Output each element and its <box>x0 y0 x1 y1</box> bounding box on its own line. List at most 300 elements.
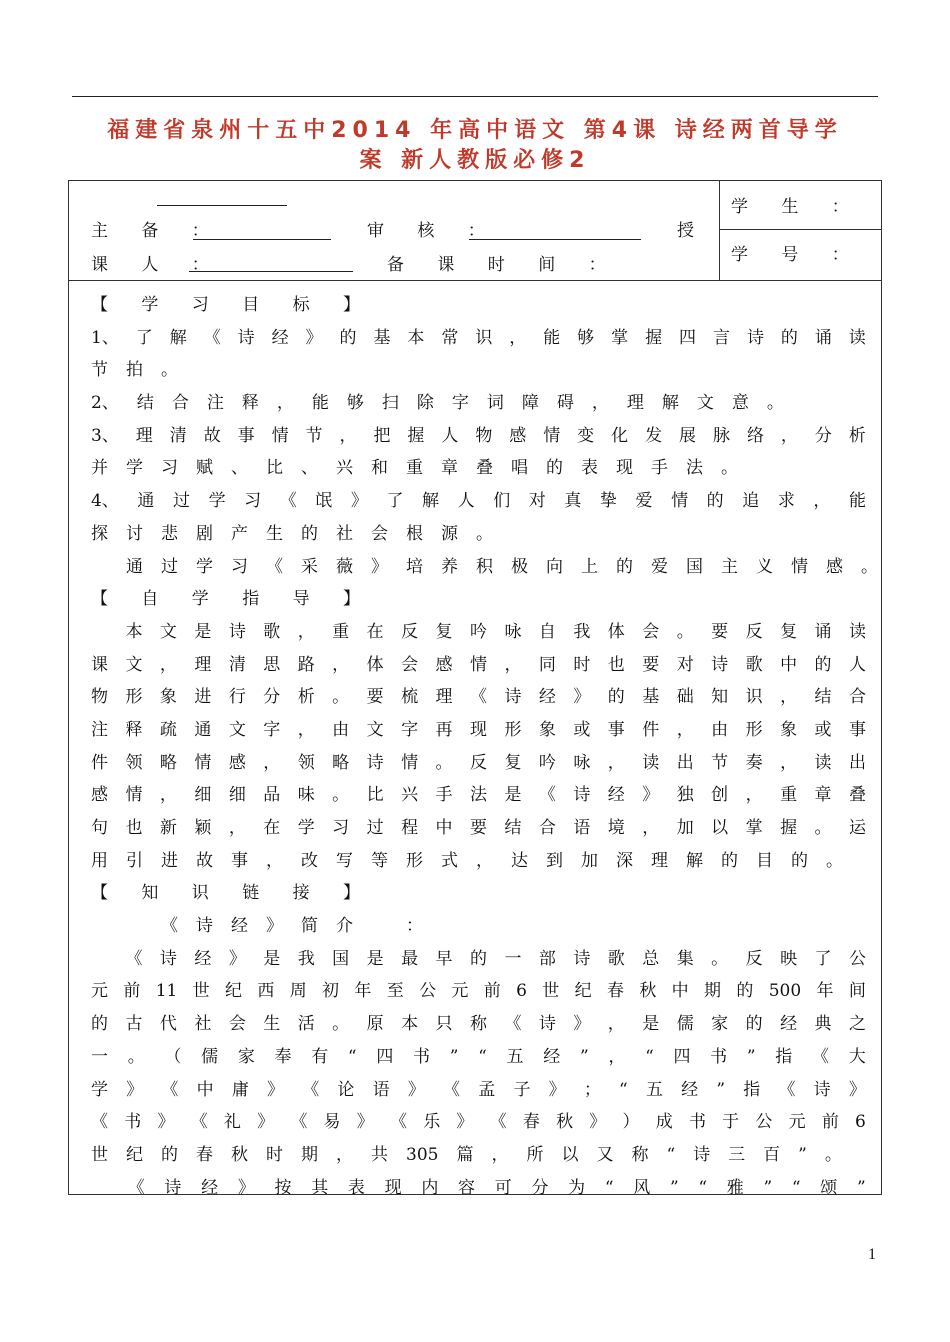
glyph: 四 <box>679 327 697 348</box>
glyph: 情 <box>194 752 212 773</box>
glyph: 反 <box>401 621 419 642</box>
glyph: 可 <box>494 1177 512 1198</box>
header-info-cell <box>69 181 720 280</box>
glyph: 是 <box>642 1014 660 1035</box>
glyph: 诗 <box>164 1177 182 1198</box>
glyph: 以 <box>561 1144 579 1165</box>
glyph: 结 <box>814 687 832 708</box>
glyph: 书 <box>710 1046 728 1067</box>
glyph: 家 <box>711 1014 729 1035</box>
glyph: 能 <box>848 491 866 512</box>
glyph: 变 <box>577 425 595 446</box>
body-line <box>91 845 866 878</box>
glyph: 细 <box>194 785 212 806</box>
glyph: 产 <box>231 523 248 544</box>
glyph: 《 <box>443 1079 461 1100</box>
glyph: 要 <box>711 621 729 642</box>
glyph: 4、 <box>91 491 119 512</box>
glyph: 大 <box>848 1046 866 1067</box>
glyph: 。 <box>721 458 738 479</box>
glyph: 课 <box>91 654 108 675</box>
glyph: 出 <box>676 752 694 773</box>
glyph: 期 <box>301 1144 318 1165</box>
glyph: 的 <box>91 1014 108 1035</box>
glyph: 章 <box>814 785 832 806</box>
glyph: 发 <box>645 425 663 446</box>
glyph: 够 <box>577 327 595 348</box>
glyph: ， <box>159 785 177 806</box>
glyph: 中 <box>196 1079 214 1100</box>
glyph: 6 <box>516 981 527 1002</box>
glyph: 最 <box>401 948 419 969</box>
glyph: 《 <box>778 1079 796 1100</box>
body-line <box>91 1041 866 1074</box>
glyph: 本 <box>407 327 425 348</box>
glyph: 间 <box>848 981 866 1002</box>
glyph: 人 <box>457 491 475 512</box>
glyph: ” <box>856 1177 866 1198</box>
glyph: “ <box>698 1177 708 1198</box>
glyph: ， <box>780 687 798 708</box>
glyph: 11 <box>155 981 178 1002</box>
glyph: 节 <box>305 425 323 446</box>
glyph: 诗 <box>196 916 213 937</box>
glyph: ” <box>579 1046 589 1067</box>
glyph: 期 <box>704 981 721 1002</box>
glyph: 爱 <box>651 556 668 577</box>
glyph: 诗 <box>746 327 764 348</box>
glyph: 国 <box>332 948 350 969</box>
glyph: 习 <box>244 491 262 512</box>
glyph: 节 <box>91 360 108 381</box>
glyph: 《 <box>469 687 487 708</box>
glyph: 会 <box>228 1014 246 1035</box>
glyph: 》 <box>157 1112 175 1133</box>
body-line <box>91 812 866 845</box>
glyph: 《 <box>161 916 178 937</box>
glyph: 儒 <box>201 1046 219 1067</box>
body-line <box>91 387 866 420</box>
glyph: 诗 <box>693 1144 711 1165</box>
guide-heading: 【 自 学 指 导 】 <box>91 589 375 610</box>
glyph: 指 <box>775 1046 793 1067</box>
glyph: 有 <box>311 1046 329 1067</box>
glyph: 6 <box>855 1112 866 1133</box>
glyph: 了 <box>135 327 153 348</box>
glyph: 书 <box>413 1046 431 1067</box>
glyph: 歌 <box>607 948 625 969</box>
body-line <box>91 551 878 584</box>
glyph: 。 <box>766 393 784 414</box>
glyph: 纪 <box>574 981 592 1002</box>
glyph: 简 <box>301 916 318 937</box>
glyph: 的 <box>780 327 798 348</box>
glyph: 部 <box>538 948 556 969</box>
glyph: 掌 <box>611 327 629 348</box>
glyph: 或 <box>814 719 832 740</box>
glyph: 之 <box>848 1014 866 1035</box>
glyph: 容 <box>458 1177 476 1198</box>
glyph: 孟 <box>478 1079 496 1100</box>
glyph: 书 <box>124 1112 142 1133</box>
glyph: 探 <box>91 523 108 544</box>
glyph: 指 <box>743 1079 761 1100</box>
glyph: 3、 <box>91 425 119 446</box>
glyph: 字 <box>401 719 419 740</box>
glyph: 吟 <box>469 621 487 642</box>
glyph: 扫 <box>381 393 399 414</box>
shou-label: 授 <box>677 221 708 241</box>
body-line <box>91 747 866 780</box>
glyph: 、 <box>231 458 248 479</box>
body-line <box>91 354 866 387</box>
student-label: 学 生 ： <box>731 197 863 217</box>
glyph: 会 <box>371 523 388 544</box>
glyph: 读 <box>814 752 832 773</box>
glyph: 语 <box>573 818 591 838</box>
glyph: 分 <box>814 425 832 446</box>
glyph: 析 <box>848 425 866 446</box>
glyph: 除 <box>416 393 434 414</box>
glyph: 识 <box>745 687 763 708</box>
glyph: 《 <box>127 1177 145 1198</box>
glyph: 形 <box>406 850 423 871</box>
glyph: 由 <box>332 719 350 740</box>
glyph: 对 <box>528 491 546 512</box>
glyph: ” <box>716 1079 726 1100</box>
glyph: ， <box>780 752 798 773</box>
glyph: 社 <box>194 1014 212 1035</box>
glyph: 《 <box>290 1112 308 1133</box>
glyph: 加 <box>581 850 598 871</box>
glyph: 础 <box>676 687 694 708</box>
glyph: 歌 <box>263 621 281 642</box>
glyph: 、 <box>301 458 318 479</box>
glyph: 感 <box>826 556 843 577</box>
glyph: 诗 <box>228 621 246 642</box>
body-line <box>91 1139 866 1172</box>
glyph: 我 <box>573 621 591 642</box>
glyph: ” <box>763 1177 773 1198</box>
glyph: 》 <box>257 1112 275 1133</box>
glyph: “ <box>619 1079 628 1100</box>
glyph: 庸 <box>231 1079 249 1100</box>
glyph: 理 <box>626 393 644 414</box>
title-line-2: 案 新人教版必修2 <box>359 148 591 173</box>
glyph: 略 <box>332 752 350 773</box>
glyph: 释 <box>241 393 259 414</box>
glyph: 表 <box>347 1177 365 1198</box>
body-line <box>91 518 866 551</box>
glyph: 疏 <box>159 719 177 740</box>
glyph: 西 <box>257 981 275 1002</box>
glyph: 体 <box>366 654 384 675</box>
glyph: 故 <box>196 850 213 871</box>
body-line <box>91 779 866 812</box>
glyph: ， <box>491 1144 509 1165</box>
glyph: 习 <box>161 458 178 479</box>
glyph: 引 <box>126 850 143 871</box>
glyph: 基 <box>373 327 391 348</box>
glyph: 握 <box>407 425 425 446</box>
glyph: 经 <box>780 1014 798 1035</box>
glyph: 握 <box>780 818 798 838</box>
glyph: 叠 <box>848 785 866 806</box>
glyph: 对 <box>676 654 694 675</box>
glyph: “ <box>604 1177 614 1198</box>
glyph: 改 <box>301 850 318 871</box>
glyph: 世 <box>91 1144 108 1165</box>
glyph: 中 <box>671 981 689 1002</box>
glyph: ， <box>476 850 493 871</box>
glyph: 络 <box>746 425 764 446</box>
glyph: 情 <box>791 556 808 577</box>
glyph: 上 <box>581 556 598 577</box>
glyph: 形 <box>125 687 143 708</box>
glyph: 代 <box>159 1014 177 1035</box>
glyph: ， <box>297 719 315 740</box>
glyph: 情 <box>671 491 689 512</box>
glyph: 要 <box>366 687 384 708</box>
glyph: 诗 <box>237 327 255 348</box>
glyph: ， <box>332 654 350 675</box>
glyph: 至 <box>386 981 404 1002</box>
glyph: 象 <box>538 719 556 740</box>
glyph: 感 <box>228 752 246 773</box>
glyph: 》 <box>848 1079 866 1100</box>
glyph: 咏 <box>504 621 522 642</box>
glyph: 创 <box>711 785 729 806</box>
glyph: 会 <box>401 654 419 675</box>
glyph: 过 <box>366 818 384 838</box>
glyph: （ <box>164 1046 182 1067</box>
glyph: 要 <box>469 818 487 838</box>
body-line <box>91 1008 866 1041</box>
glyph: ， <box>263 752 281 773</box>
glyph: 介 <box>336 916 353 937</box>
glyph: 或 <box>573 719 591 740</box>
glyph: 象 <box>159 687 177 708</box>
glyph: 把 <box>373 425 391 446</box>
glyph: 感 <box>91 785 108 806</box>
glyph: 》 <box>267 1079 285 1100</box>
glyph: 儒 <box>676 1014 694 1035</box>
glyph: 》 <box>266 916 283 937</box>
glyph: 拍 <box>126 360 143 381</box>
glyph: 也 <box>125 818 143 838</box>
glyph: 的 <box>736 981 754 1002</box>
glyph: 事 <box>607 719 625 740</box>
glyph: 氓 <box>315 491 333 512</box>
glyph: 诗 <box>813 1079 831 1100</box>
glyph: 《 <box>279 491 297 512</box>
goals-heading: 【 学 习 目 标 】 <box>91 295 375 315</box>
glyph: 文 <box>696 393 714 414</box>
glyph: 进 <box>161 850 178 871</box>
glyph: 情 <box>271 425 289 446</box>
glyph <box>91 551 108 584</box>
glyph: 梳 <box>401 687 419 708</box>
glyph: 《 <box>91 1112 108 1133</box>
glyph: 结 <box>136 393 154 414</box>
glyph: ， <box>297 621 315 642</box>
glyph: 四 <box>673 1046 691 1067</box>
glyph: 《 <box>203 327 221 348</box>
glyph: 》 <box>356 1112 374 1133</box>
glyph: 养 <box>441 556 458 577</box>
document-title <box>60 116 890 176</box>
glyph: 积 <box>476 556 493 577</box>
glyph: 行 <box>228 687 246 708</box>
glyph <box>126 910 143 943</box>
body-line <box>91 649 866 682</box>
glyph: 。 <box>824 1144 842 1165</box>
glyph: 诗 <box>573 785 591 806</box>
glyph: 知 <box>711 687 729 708</box>
glyph: 解 <box>169 327 187 348</box>
glyph: 要 <box>642 654 660 675</box>
glyph: 结 <box>504 818 522 838</box>
glyph: 物 <box>91 687 108 708</box>
glyph: 文 <box>159 621 177 642</box>
glyph: 。 <box>332 785 350 806</box>
glyph: 文 <box>366 719 384 740</box>
glyph: 赋 <box>196 458 213 479</box>
glyph: 乐 <box>423 1112 441 1133</box>
glyph: 为 <box>568 1177 586 1198</box>
body-line <box>91 975 866 1008</box>
glyph: 。 <box>332 1014 350 1035</box>
glyph: ， <box>676 719 694 740</box>
glyph: ） <box>622 1112 640 1133</box>
glyph: 复 <box>780 621 798 642</box>
lesson-table <box>68 180 882 1198</box>
glyph: 颂 <box>820 1177 838 1198</box>
glyph: 采 <box>301 556 318 577</box>
glyph: 经 <box>201 1177 219 1198</box>
glyph: 现 <box>469 719 487 740</box>
glyph: 理 <box>651 850 668 871</box>
glyph: 集 <box>676 948 694 969</box>
glyph: 复 <box>504 752 522 773</box>
glyph: 》 <box>548 1079 566 1100</box>
glyph: 握 <box>645 327 663 348</box>
shenhe-blank[interactable] <box>469 239 641 240</box>
glyph: 秋 <box>556 1112 574 1133</box>
glyph: ” <box>449 1046 459 1067</box>
glyph: 一 <box>504 948 522 969</box>
glyph: 生 <box>266 523 283 544</box>
zhubei-blank[interactable] <box>193 239 331 240</box>
glyph: 常 <box>441 327 459 348</box>
glyph: 咏 <box>573 752 591 773</box>
glyph: 同 <box>538 654 556 675</box>
glyph: ， <box>266 850 283 871</box>
glyph: ” <box>746 1046 756 1067</box>
glyph: 字 <box>263 719 281 740</box>
glyph: 百 <box>763 1144 781 1165</box>
glyph: 前 <box>821 1112 839 1133</box>
glyph: 于 <box>722 1112 740 1133</box>
glyph: 现 <box>384 1177 402 1198</box>
glyph: 映 <box>780 948 798 969</box>
glyph: 自 <box>538 621 556 642</box>
glyph: 习 <box>231 556 248 577</box>
glyph: 解 <box>686 850 703 871</box>
glyph: 》 <box>589 1112 607 1133</box>
glyph: 总 <box>642 948 660 969</box>
glyph: ， <box>339 425 357 446</box>
glyph: 。 <box>476 523 493 544</box>
glyph: 世 <box>192 981 210 1002</box>
glyph: 义 <box>756 556 773 577</box>
glyph: “ <box>478 1046 487 1067</box>
glyph: 只 <box>435 1014 453 1035</box>
glyph: 元 <box>91 981 108 1002</box>
glyph: 经 <box>543 1046 561 1067</box>
glyph: 运 <box>848 818 866 838</box>
body-line <box>91 1074 866 1107</box>
glyph: 比 <box>266 458 283 479</box>
glyph: 现 <box>616 458 633 479</box>
glyph: 世 <box>542 981 560 1002</box>
beike-label: 备 课 时 间 ： <box>387 255 620 275</box>
glyph: 经 <box>194 948 212 969</box>
glyph: 学 <box>208 491 226 512</box>
glyph: “ <box>791 1177 801 1198</box>
glyph: 解 <box>422 491 440 512</box>
glyph: 薇 <box>336 556 353 577</box>
glyph: 》 <box>573 1014 591 1035</box>
glyph: 按 <box>274 1177 292 1198</box>
student-number-cell <box>719 229 881 280</box>
glyph: 意 <box>731 393 749 414</box>
glyph: 求 <box>777 491 795 512</box>
body-line <box>91 452 866 485</box>
glyph: 培 <box>406 556 423 577</box>
glyph: 早 <box>435 948 453 969</box>
body-line <box>91 681 866 714</box>
glyph: 识 <box>475 327 493 348</box>
glyph: 的 <box>546 458 563 479</box>
blank-top <box>157 205 287 206</box>
title-line-1: 福建省泉州十五中2014 年高中语文 第4课 诗经两首导学 <box>107 118 843 143</box>
glyph: “ <box>347 1046 357 1067</box>
glyph: ， <box>813 491 831 512</box>
glyph: 原 <box>366 1014 384 1035</box>
glyph: 过 <box>161 556 178 577</box>
glyph: 爱 <box>635 491 653 512</box>
glyph: 经 <box>271 327 289 348</box>
glyph: 诗 <box>366 752 384 773</box>
glyph: 形 <box>504 719 522 740</box>
glyph: ， <box>642 818 660 838</box>
glyph: 唱 <box>511 458 528 479</box>
keren-blank[interactable] <box>189 271 353 272</box>
glyph: 解 <box>661 393 679 414</box>
glyph <box>91 616 108 649</box>
glyph: 共 <box>371 1144 388 1165</box>
glyph: 学 <box>297 818 315 838</box>
zhubei-label: 主 备 ： <box>91 221 223 241</box>
glyph: 是 <box>366 948 384 969</box>
glyph: 。 <box>332 687 350 708</box>
glyph: 会 <box>642 621 660 642</box>
glyph: 诗 <box>538 1014 556 1035</box>
glyph: 并 <box>91 458 108 479</box>
glyph: 《 <box>161 1079 179 1100</box>
glyph: 人 <box>441 425 459 446</box>
